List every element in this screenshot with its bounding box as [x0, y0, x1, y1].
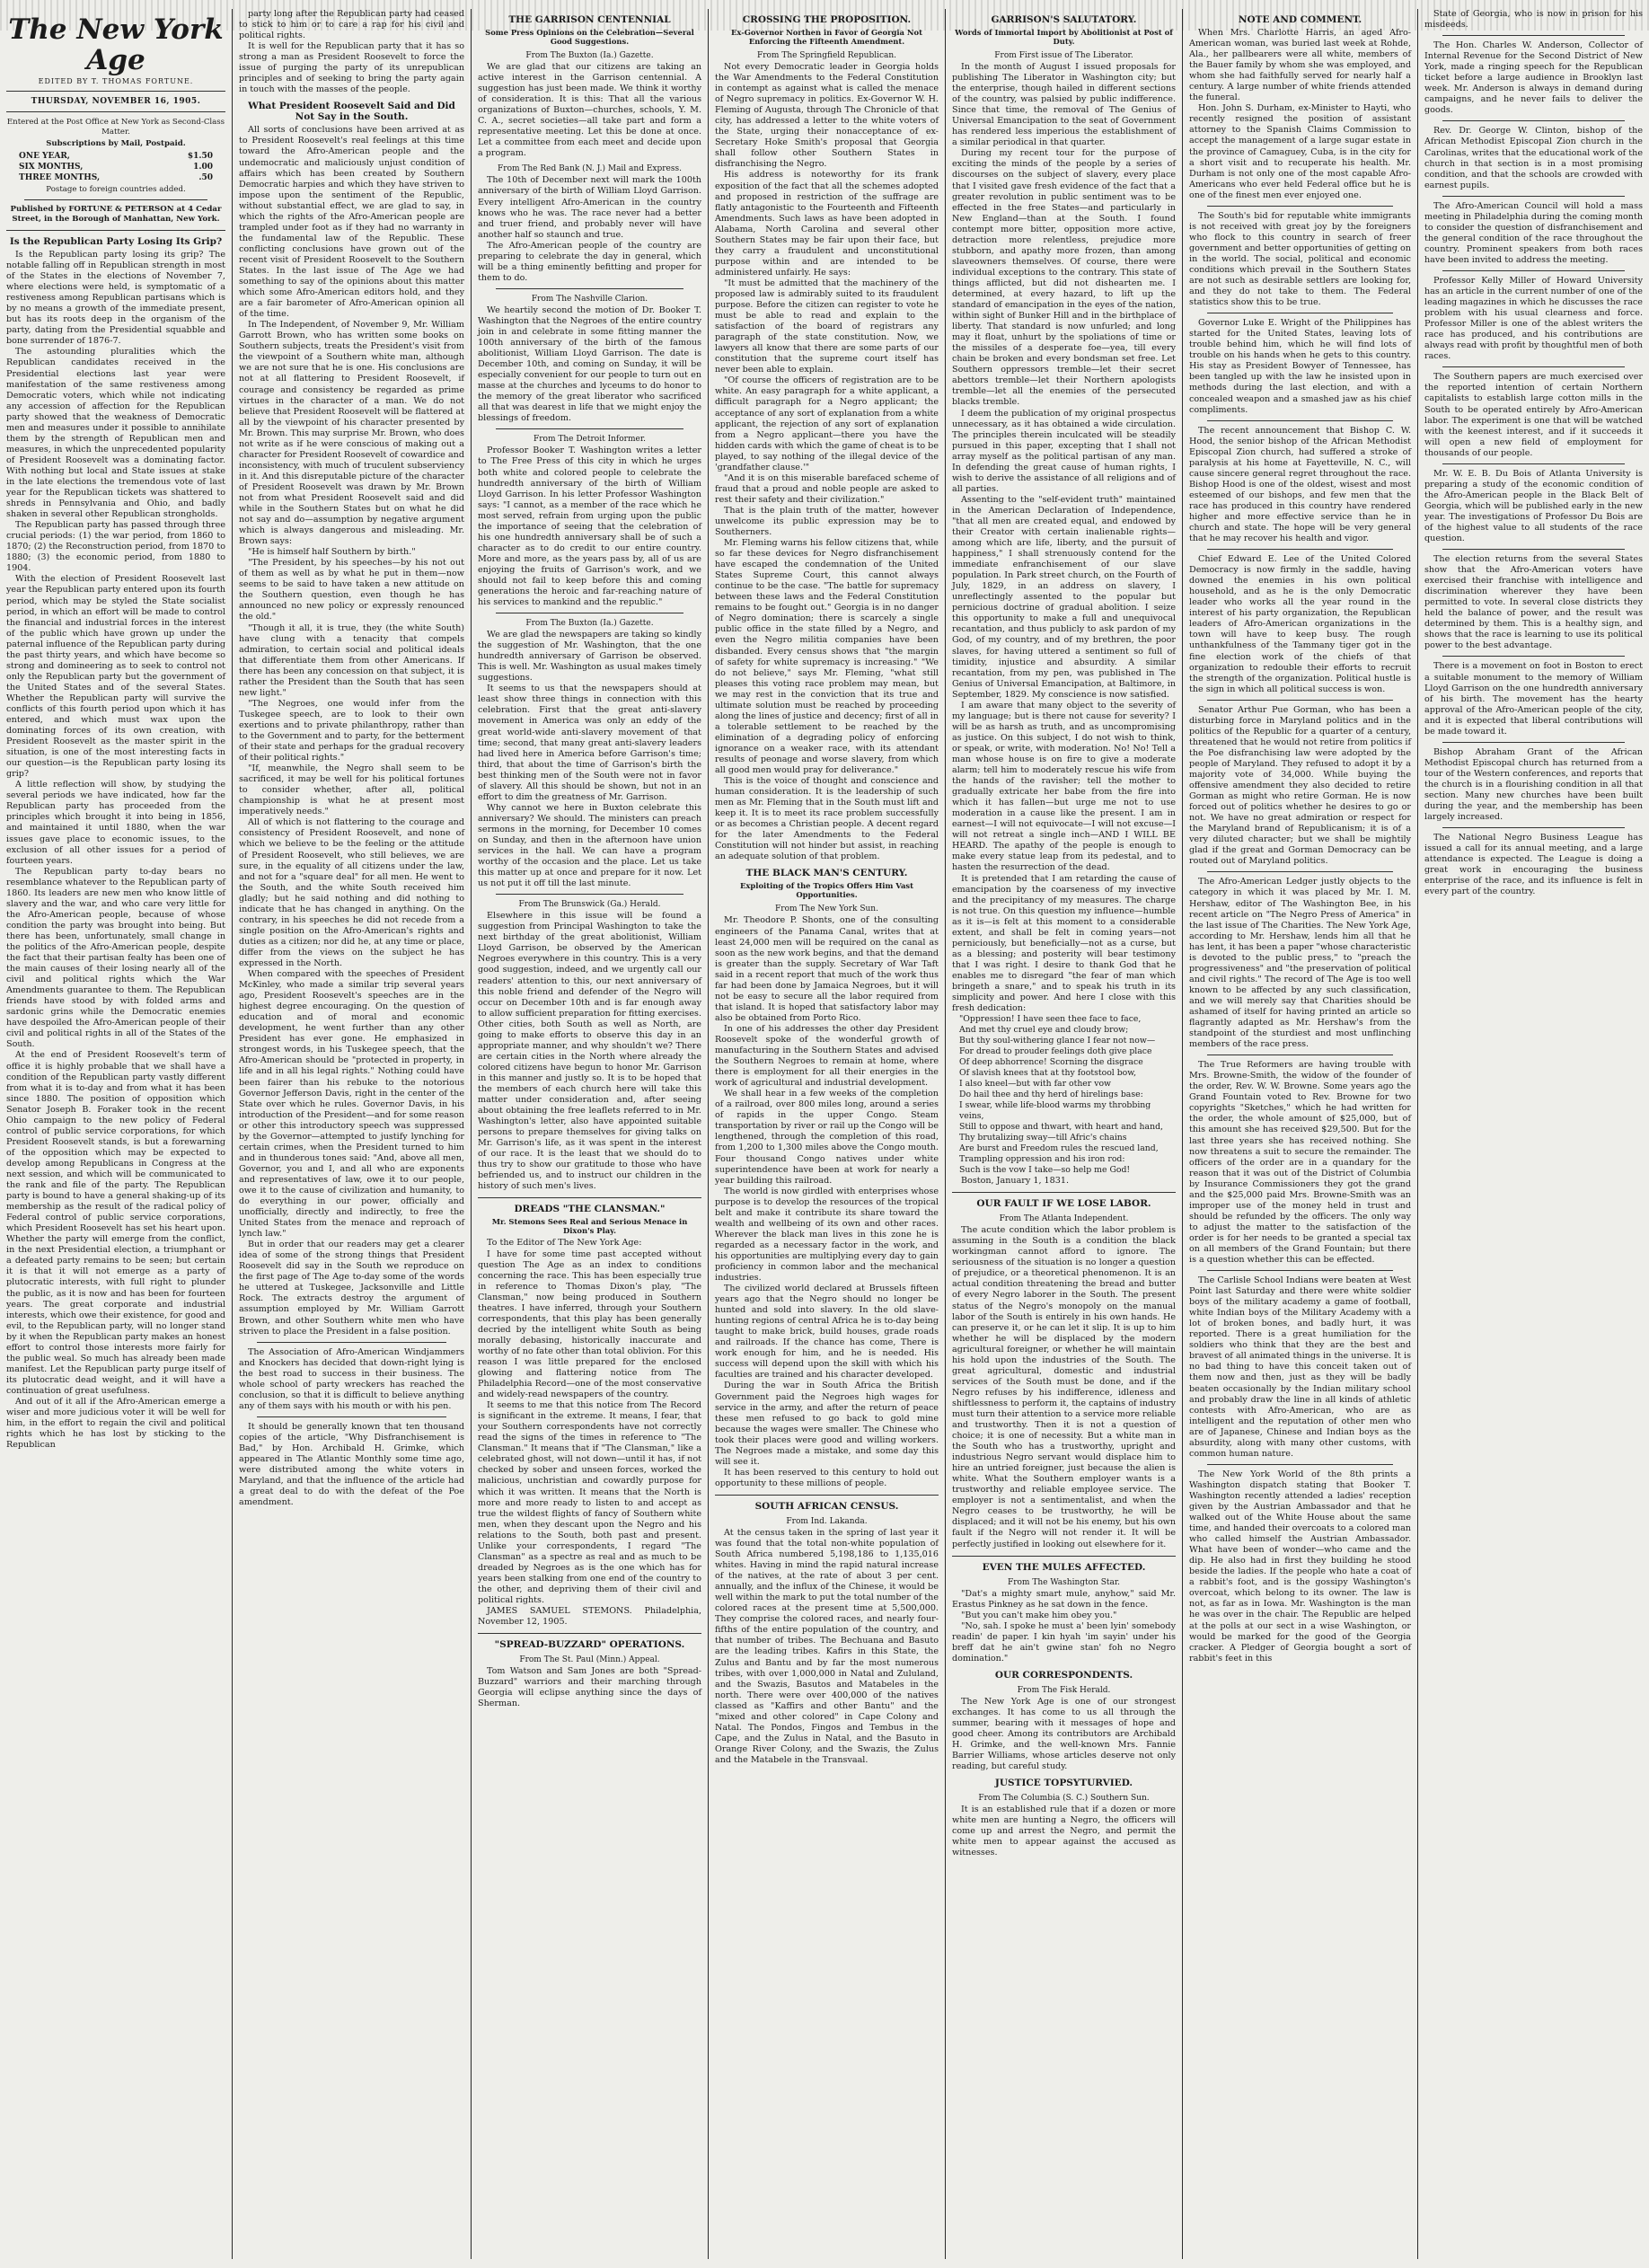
- paragraph: Mr. W. E. B. Du Bois of Atlanta University is preparing a study of the economic condition of the Afro-American people in the Black Belt of Georgia, which will be published early in the new year. The investigations of Professor Du Bois are of the highest value to all students of the race question.: [1424, 468, 1643, 544]
- paragraph: The Afro-American Council will hold a mass meeting in Philadelphia during the coming month to consider the question of disfranchisement and the general condition of the race throughout the country. Prominent speakers from both races have been invited to address the meeting.: [1424, 200, 1643, 265]
- paragraph: The Republican party has passed through three crucial periods: (1) the war period, from 1860 to 1870; (2) the Reconstruction period, from 1870 to 1880; (3) the economic period, from 1880 to 1904.: [6, 520, 225, 574]
- divider: [6, 230, 225, 231]
- source-line: From The Red Bank (N. J.) Mail and Express.: [498, 164, 682, 174]
- paragraph: To the Editor of The New York Age:: [487, 1238, 642, 1249]
- column-6: [1183, 9, 1418, 2259]
- paragraph: Assenting to the "self-evident truth" maintained in the American Declaration of Independence, "that all men are created equal, and endowed by their Creator with certain inalienable rights—among which are life, liberty, and the pursuit of happiness," I shall strenuously contend for the immediate enfranchisement of our slave population. In Park street church, on the Fourth of July, 1829, in an address on slavery, I unreflectingly assented to the popular but pernicious doctrine of gradual abolition. I seize this opportunity to make a full and unequivocal recantation, and thus publicly to ask pardon of my God, of my country, and of my brethren, the poor slaves, for having uttered a sentiment so full of timidity, injustice and absurdity. A similar recantation, from my pen, was published in The Genius of Universal Emancipation, at Baltimore, in September, 1829. My conscience is now satisfied.: [952, 494, 1176, 700]
- paragraph: Not every Democratic leader in Georgia holds the War Amendments to the Federal Constitution in contempt as against what is called the menace of Negro supremacy in politics. Ex-Governor W. H. Fleming of Augusta, through The Chronicle of that city, has addressed a letter to the white voters of the State, urging their nonacceptance of ex-Secretary Hoke Smith's proposal that Georgia shall follow other Southern States in disfranchising the Negro.: [715, 62, 939, 170]
- article-subhead: Mr. Stemons Sees Real and Serious Menace in Dixon's Play.: [491, 1217, 688, 1236]
- divider: [6, 111, 225, 112]
- paragraph: Is the Republican party losing its grip? The notable falling off in Republican strength in most of the States in the elections of November 7, where elections were held, is symptomatic of a restiveness among Republican partisans which is by no means a growth of the immediate present, but has its roots deep in the organism of the party, dating from the Presidential squabble and bone surrender of 1876-7.: [6, 250, 225, 347]
- divider: [1442, 270, 1625, 271]
- article-headline: DREADS "THE CLANSMAN.": [514, 1204, 666, 1215]
- paragraph: It is well for the Republican party that it has so strong a man as President Roosevelt to force the issue of purging the party of its unrepublican principles and of seeking to bring the party again in touch with the masses of the people.: [239, 41, 464, 95]
- divider: [1442, 196, 1625, 197]
- paragraph: "Dat's a mighty smart mule, anyhow," said Mr. Erastus Pinkney as he sat down in the fence.: [952, 1588, 1176, 1610]
- paragraph: Chief Edward E. Lee of the United Colored Democracy is now firmly in the saddle, having downed the enemies in his own political household, and as he is the only Democratic leader who works all the year round in the interest of his party organization, the Republican leaders of Afro-American organizations in the town will have to keep busy. The rough unthankfulness of the Tammany tiger got in the fine election work of the chiefs of that organization to redouble their efforts to recruit the strength of the organization. Political hustle is the sign in which all political success is won.: [1189, 554, 1411, 694]
- paragraph: I deem the publication of my original prospectus unnecessary, as it has obtained a wide circulation. The principles therein inculcated will be steadily pursued in this paper, excepting that I shall not array myself as the political partisan of any man. In defending the great cause of human rights, I wish to derive the assistance of all religions and of all parties.: [952, 408, 1176, 494]
- divider: [1207, 1270, 1393, 1271]
- divider: [1442, 120, 1625, 121]
- source-line: From The Brunswick (Ga.) Herald.: [518, 900, 661, 910]
- masthead-editor: EDITED BY T. THOMAS FORTUNE.: [38, 77, 194, 85]
- divider: [952, 1556, 1176, 1557]
- rate-row: [6, 162, 225, 172]
- source-line: From First issue of The Liberator.: [994, 51, 1133, 60]
- divider: [1207, 871, 1393, 872]
- article-headline: CROSSING THE PROPOSITION.: [742, 14, 912, 25]
- divider: [1442, 549, 1625, 550]
- paragraph: It is an established rule that if a dozen or more white men are hunting a Negro, the officers will come up and arrest the Negro, and permit the white men to appear against the accused as witnesses.: [952, 1805, 1176, 1858]
- paragraph: In one of his addresses the other day President Roosevelt spoke of the wonderful growth of manufacturing in the Southern States and advised the Southern Negroes to remain at home, where there is employment for all their energies in the work of agricultural and industrial development.: [715, 1023, 939, 1089]
- paragraph: A little reflection will show, by studying the several periods we have indicated, how far the Republican party has proceeded from the principles which brought it into being in 1856, and maintained it until 1880, when the war issues gave place to economic issues, to the exclusion of all other issues for a period of fourteen years.: [6, 780, 225, 866]
- paragraph: It seems to me that this notice from The Record is significant in the extreme. It means, I fear, that your Southern correspondents have not correctly read the signs of the times in reference to "The Clansman." It means that if "The Clansman," like a celebrated ghost, will not down—until it has, if not checked by sober and unseen forces, worked the malicious, unchristian and cowardly purpose for which it was written. It means that the North is more and more ready to listen to and accept as true the wildest flights of fancy of Southern white men, when they descant upon the Negro and his relations to the South, both past and present. Unlike your correspondents, I regard "The Clansman" as a spectre as real and as much to be dreaded by Negroes as is the one which has for years been stalking from one end of the country to the other, and depriving them of their civil and political rights.: [478, 1400, 701, 1605]
- masthead: [6, 14, 225, 231]
- article-subhead: Ex-Governor Northen in Favor of Georgia Not Enforcing the Fifteenth Amendment.: [731, 28, 922, 46]
- paragraph: In The Independent, of November 9, Mr. William Garrott Brown, who has written some books on Southern subjects, treats the President's visit from the viewpoint of a Southern white man, although we are not sure that he is one. His conclusions are not at all flattering to President Roosevelt, if courage and consistency be regarded as prime virtues in the character of a man. We do not believe that President Roosevelt will be flattered at all by the viewpoint of his character presented by Mr. Brown. This may surprise Mr. Brown, who does not write as if he were conscious of making out a character for President Roosevelt of cowardice and inconsistency, with much of truculent subserviency in it. And this disreputable picture of the character of President Roosevelt was drawn by Mr. Brown not from what President Roosevelt said and did while in the Southern States but on what he did not say and do—assumption by negative argument which is always dangerous and misleading. Mr. Brown says:: [239, 320, 464, 547]
- paragraph: The world is now girdled with enterprises whose purpose is to develop the resources of the tropical belt and make it contribute its share toward the wealth and wellbeing of its own and other races. Wherever the black man lives in this zone he is regarded as a necessary factor in the work, and his opportunities are multiplying every day to gain proficiency in common labor and the mechanical industries.: [715, 1186, 939, 1284]
- paragraph: The National Negro Business League has issued a call for its annual meeting, and a large attendance is expected. The League is doing a great work in encouraging the business enterprise of the race, and its influence is felt in every part of the country.: [1424, 833, 1643, 897]
- paragraph: At the census taken in the spring of last year it was found that the total non-white population of South Africa numbered 5,198,186 to 1,135,016 whites. Having in mind the rapid natural increase of the natives, at the rate of about 3 per cent. annually, and the influx of the Chinese, it would be well within the mark to put the total number of the colored races at the present time at 5,500,000. They comprise the colored races, and nearly four-fifths of the entire population of the country, and that number of tribes. The Bechuana and Basuto are the leading tribes. Kafirs in this State, the Zulus and Bantu and by far the most numerous tribes, with over 1,000,000 in Natal and Zululand, and the Swazis, Basutos and Matabeles in the north. There were over 400,000 of the natives classed as "Kaffirs and other Bantu" and the "mixed and other colored" in Cape Colony and Natal. The Pondos, Fingos and Tembus in the Cape, and the Zulus in Natal, and the Basuto in Orange River Colony, and the Swazis, the Zulus and the Matabele in the Transvaal.: [715, 1527, 939, 1765]
- paragraph: "It must be admitted that the machinery of the proposed law is admirably suited to its fraudulent purpose. Before the citizen can register to vote he must be able to read and explain to the satisfaction of the board of registrars any paragraph of the state constitution. Now, we lawyers all know that there are some parts of our constitution that the supreme court itself has never been able to explain.: [715, 278, 939, 375]
- article-headline: What President Roosevelt Said and Did Not Say in the South.: [248, 101, 455, 123]
- divider: [24, 199, 207, 200]
- rate-row: [6, 172, 225, 183]
- article-headline: OUR FAULT IF WE LOSE LABOR.: [976, 1198, 1151, 1210]
- subscriptions-heading: Subscriptions by Mail, Postpaid.: [46, 139, 186, 148]
- article-subhead: Exploiting of the Tropics Offers Him Vast Opportunities.: [740, 881, 913, 900]
- divider: [715, 1495, 939, 1496]
- source-line: From The Columbia (S. C.) Southern Sun.: [978, 1794, 1150, 1804]
- paragraph: Why cannot we here in Buxton celebrate this anniversary? We should. The ministers can preach sermons in the morning, for December 10 comes on Sunday, and then in the afternoon have union services in the hall. We can have a program worthy of the occasion and the place. Let us take this matter up at once and prepare for it now. Let us not put it off till the last minute.: [478, 802, 701, 889]
- source-line: From The St. Paul (Minn.) Appeal.: [519, 1655, 660, 1665]
- divider: [1207, 700, 1393, 701]
- rate-term: SIX MONTHS,: [19, 163, 84, 172]
- divider: [1207, 206, 1393, 207]
- divider: [1442, 742, 1625, 743]
- source-line: From The Atlanta Independent.: [999, 1214, 1129, 1224]
- paragraph: It should be generally known that ten thousand copies of the article, "Why Disfranchisement is Bad," by Hon. Archibald H. Grimke, which appeared in The Atlantic Monthly some time ago, were distributed among the white voters in Maryland, and that the influence of the article had a great deal to do with the defeat of the Poe amendment.: [239, 1421, 464, 1508]
- paragraph: This is the voice of thought and conscience and human consideration. It is the leadership of such men as Mr. Fleming that in the South must lift and keep it. It is to meet its race problem successfully or as becomes a Christian people. A decent regard for the later Amendments to the Federal Constitution will not hinder but assist, in reaching an adequate solution of that problem.: [715, 776, 939, 862]
- divider: [257, 1342, 446, 1343]
- paragraph: The recent announcement that Bishop C. W. Hood, the senior bishop of the African Methodist Episcopal Zion church, had suffered a stroke of paralysis at his home at Fayetteville, N. C., will cause sincere general regret throughout the race. Bishop Hood is one of the oldest, wisest and most esteemed of our bishops, and few men that the race has produced in this country have rendered higher and more effective service than he in church and state. The hope will be very general that he may recover his health and vigor.: [1189, 425, 1411, 544]
- paragraph: "He is himself half Southern by birth.": [248, 547, 416, 558]
- verse-line: Are burst and Freedom rules the rescued land,: [959, 1143, 1159, 1154]
- paragraph: "No, sah. I spoke he must a' been lyin' somebody readin' de paper. I kin hyah 'im sayin' under his breff dat he ain't gwine stan' foh no Negro domination.": [952, 1620, 1176, 1663]
- paragraph: Mr. Fleming warns his fellow citizens that, while so far these devices for Negro disfranchisement have escaped the condemnation of the United States Supreme Court, this cannot always continue to be the case. "The battle for supremacy between these laws and the Federal Constitution remains to be fought out." Georgia is in no danger of Negro domination; there is scarcely a single public office in the state filled by a Negro, and even the Negro militia companies have been disbanded. Every census shows that "the margin of safety for white supremacy is increasing." "We do not believe," says Mr. Fleming, "what still pleases this voting race problem may mean, but we may rest in the conviction that its true and ultimate solution must be reached by proceeding along the lines of justice and decency; first of all in a tolerable settlement to be reached by the elimination of a degrading policy of enforcing ignorance on a weaker race, with its attendant results of peonage and worse slavery, from which all good men would pray for deliverance.": [715, 538, 939, 776]
- article-headline: Is the Republican Party Losing Its Grip?: [9, 236, 223, 247]
- paragraph: We are glad that our citizens are taking an active interest in the Garrison centennial. A suggestion has just been made. We think it worthy of consideration. It is this: That all the various organizations of Buxton—churches, schools, Y. M. C. A., secret societies—all take part and form a representative meeting. Let this be done at once. Let a committee from each meet and decide upon a program.: [478, 62, 701, 159]
- paragraph: The acute condition which the labor problem is assuming in the South is a condition the black workingman cannot afford to ignore. The seriousness of the situation is no longer a question of prejudice, or a theoretical phenomenon. It is an actual condition threatening the bread and butter of every Negro laborer in the South. The present status of the Negro's monopoly on the manual labor of the South is entirely in his own hands. He can preserve it, or he can let it slip. It is up to him whether he will be displaced by the modern agricultural foreigner, or whether he will maintain his hold upon the industries of the South. The great agricultural, domestic and industrial services of the South must be done, and if the Negro refuses by his indifference, idleness and shiftlessness to perform it, the captains of industry must turn their attention to a service more reliable and trustworthy. Then it is not a question of choice; it is one of necessity. But a white man in the South who has a trustworthy, upright and industrious Negro servant would displace him to hire an untried foreigner, just because the alien is white. What the Southern employer wants is a trustworthy and reliable employee service. The employer is not a sentimentalist, and when the Negro ceases to be trustworthy, he will be displaced; and it will not be his enemy, but his own fault if the Negro will not render it. It will be perfectly justified in looking out elsewhere for it.: [952, 1225, 1177, 1549]
- paragraph: The Republican party to-day bears no resemblance whatever to the Republican party of 1860. Its leaders are new men who know little of slavery and the war, and who care very little for the Afro-American people, because of whose condition the party was brought into being. But there has been, unfortunately, small change in the politics of the Afro-American people, despite the fact that their partisan fealty has been one of the main causes of their losing nearly all of the civil and political rights which the War Amendments guarantee to them. The Republican friends have stood by with folded arms and sardonic grins while the Democratic enemies have despoiled the Afro-American people of their civil and political rights in all of the States of the South.: [6, 866, 225, 1050]
- source-line: From The Detroit Informer.: [533, 435, 647, 445]
- source-line: From The Fisk Herald.: [1017, 1685, 1111, 1695]
- rate-term: ONE YEAR,: [19, 152, 70, 161]
- paragraph: We shall hear in a few weeks of the completion of a railroad, over 800 miles long, around a series of rapids in the upper Congo. Steam transportation by river or rail up the Congo will be lengthened, through the completion of this road, from 1,200 to 1,300 miles above the Congo mouth. Four thousand Congo natives under white superintendence have been at work for nearly a year building this railroad.: [715, 1089, 939, 1186]
- verse-line: "Oppression! I have seen thee face to face,: [959, 1014, 1142, 1025]
- rate-term: THREE MONTHS,: [19, 173, 101, 182]
- divider: [496, 894, 683, 895]
- paragraph: "But you can't make him obey you.": [961, 1610, 1117, 1620]
- paragraph: When Mrs. Charlotte Harris, an aged Afro-American woman, was buried last week at Rohde, Ala., her pallbearers were all white, members of the Bauer family by whom she was employed, and whom she had faithfully served for nearly half a century. A large number of white friends attended the funeral.: [1189, 28, 1411, 103]
- paragraph: Tom Watson and Sam Jones are both "Spread-Buzzard" warriors and their marching through Georgia will eclipse anything since the days of Sherman.: [478, 1666, 701, 1709]
- column-4-body: [715, 14, 939, 1766]
- paragraph: I have for some time past accepted without question The Age as an index to conditions concerning the race. This has been especially true in reference to Thomas Dixon's play, "The Clansman," now being produced in Southern theatres. I have inferred, through your Southern correspondents, that this play has been generally decried by the intelligent white South as being morally debasing, historically inaccurate and worthy of no fate other than total oblivion. For this reason I was little prepared for the enclosed glowing and flattering notice from The Philadelphia Record—one of the most conservative and widely-read newspapers of the country.: [478, 1249, 701, 1400]
- paragraph: All of which is not flattering to the courage and consistency of President Roosevelt, and none of which we believe to be the feeling or the attitude of President Roosevelt, who still believes, we are sure, in the equality of all citizens under the law, and not for a "square deal" for all men. He went to the South, and the white South received him gladly; but he said nothing and did nothing to indicate that he has changed in anything. On the contrary, in his speeches he did not recede from a single position on the Afro-American's rights and duties as a citizen; nor did he, at any time or place, differ from the views on the subject he has expressed in the North.: [239, 817, 464, 968]
- article-headline: THE BLACK MAN'S CENTURY.: [745, 868, 908, 879]
- article-headline: JUSTICE TOPSYTURVIED.: [994, 1778, 1133, 1789]
- rate-price: $1.50: [187, 152, 213, 161]
- paragraph: The True Reformers are having trouble with Mrs. Browne-Smith, the widow of the founder of the order, Rev. W. W. Browne. Some years ago the Grand Fountain voted to Rev. Browne for two copyrights "Sketches," which he had written for the order, the whole amount of $25,000, but of this amount she has received $29,500. But for the last three years she has received nothing. She now threatens a suit to secure the remainder. The officers of the order are in a quandary for the reason that it was out of the District of Columbia by Insurance Commissioners they got the grand and the $25,000 paid Mrs. Browne-Smith was an improper use of the money held in trust and should be refunded by the officers. The only way to adjust the matter to the satisfaction of the order is for her needs to be granted a special tax on all members of the Grand Fountain; but there is a question whether this can be effected.: [1189, 1060, 1411, 1266]
- paragraph: The Association of Afro-American Windjammers and Knockers has decided that down-right lying is the best road to success in their business. The whole school of party wreckers has reached the conclusion, so that it is difficult to believe anything any of them says with his mouth or with his pen.: [239, 1346, 464, 1411]
- article-subhead: Words of Immortal Import by Abolitionist at Post of Duty.: [955, 28, 1173, 46]
- paragraph: With the election of President Roosevelt last year the Republican party entered upon its fourth period, which may be styled the State socialist period, in which an effort will be made to control the financial and industrial forces in the interest of the public which have grown up under the paternal influence of the Republican party during the past thirty years, and which have become so strong and domineering as to seek to control not only the Republican party but the government of the United States and of the several States. Whether the Republican party will survive the conflicts of this fourth period upon which it has entered, and which must wax upon the dominating forces of its own creation, with President Roosevelt as the master spirit in the situation, is one of the most interesting facts in our question—is the Republican party losing its grip?: [6, 574, 225, 780]
- divider: [496, 288, 683, 289]
- paragraph: It is pretended that I am retarding the cause of emancipation by the coarseness of my invective and the precipitancy of my measures. The charge is not true. On this question my influence—humble as it is—is felt at this moment to a considerable extent, and shall be felt in coming years—not perniciously, but beneficially—not as a curse, but as a blessing; and posterity will bear testimony that I was right. I desire to thank God that he enables me to disregard "the fear of man which bringeth a snare," and to speak his truth in its simplicity and power. And here I close with this fresh dedication:: [952, 873, 1176, 1014]
- divider: [1442, 656, 1625, 657]
- article-headline: NOTE AND COMMENT.: [1238, 14, 1362, 25]
- paragraph: JAMES SAMUEL STEMONS. Philadelphia, November 12, 1905.: [478, 1606, 701, 1628]
- paragraph: The New York World of the 8th prints a Washington dispatch stating that Booker T. Washington recently attended a ladies' reception given by the Austrian Ambassador and that he walked out of the White House about the same time, and handed their overcoats to a colored man who called himself the Austrian Ambassador. What have been of wonder—who came and the dip. He also had in first they building he stood beside the ladies. If the people who hate a coat of a rabbit's foot, and is the gossipy Washington's overcoat, which belong to its owner. The law is not, as far as in Iowa. Mr. Washington is the man he was over in the chair. The Republic are helped at the polls at our sect in a wise Washington, or would be marked for the good of the Georgia cracker. A Pledger of Georgia bought a sort of rabbit's feet in this: [1189, 1469, 1411, 1663]
- paragraph: The astounding pluralities which the Republican candidates received in the Presidential elections last year were manifestation of the same restiveness among Democratic voters, which while not indicating any accession of affection for the Republican party showed that the weakness of Democratic men and measures under it possible to annihilate them by the strength of Republican men and measures, in which the unprecedented popularity of President Roosevelt was a dominating factor. With nothing but local and State issues at stake in the late elections the tremendous vote of last year for the Republican tickets was shattered to shreds in Pennsylvania and Ohio, and badly shaken in several other Republican strongholds.: [6, 347, 225, 520]
- rate-price: 1.00: [193, 163, 213, 172]
- article-headline: OUR CORRESPONDENTS.: [994, 1669, 1133, 1681]
- verse-line: Of slavish knees that at thy footstool bow,: [959, 1068, 1137, 1079]
- paragraph: During my recent tour for the purpose of exciting the minds of the people by a series of discourses on the subject of slavery, every place that I visited gave fresh evidence of the fact that a greater revolution in public sentiment was to be effected in the free States—and particularly in New England—than at the South. I found contempt more bitter, opposition more active, detraction more relentless, prejudice more stubborn, and apathy more frozen, than among slaveowners themselves. Of course, there were individual exceptions to the contrary. This state of things afflicted, but did not dishearten me. I determined, at every hazard, to lift up the standard of emancipation in the eyes of the nation, within sight of Bunker Hill and in the birthplace of liberty. That standard is now unfurled; and long may it float, unhurt by the spoliations of time or the missiles of a desperate foe—yea, till every chain be broken and every bondsman set free. Let Southern oppressors tremble—let their secret abettors tremble—let their Northern apologists tremble—let all the enemies of the persecuted blacks tremble.: [952, 148, 1176, 408]
- verse-line: Thy brutalizing sway—till Afric's chains: [959, 1133, 1127, 1143]
- column-3-body: [478, 14, 701, 1709]
- verse-line: Do hail thee and thy herd of hirelings base:: [959, 1090, 1143, 1100]
- paragraph: Professor Booker T. Washington writes a letter to The Free Press of this city in which he urges both white and colored people to celebrate the hundredth anniversary of the birth of William Lloyd Garrison. In his letter Professor Washington says: "I cannot, as a member of the race which he most served, refrain from urging upon the public the importance of seeing that the celebration of his one hundredth anniversary shall be of such a character as to do credit to our entire country. More and more, as the years pass by, all of us are enjoying the fruits of Garrison's work, and we should not fail to keep before this and coming generations the heroic and far-reaching nature of his services to mankind and the republic.": [478, 446, 701, 608]
- source-line: From The Nashville Clarion.: [531, 294, 648, 304]
- column-7: [1418, 9, 1649, 2259]
- paragraph: That is the plain truth of the matter, however unwelcome its public expression may be to Southerners.: [715, 505, 939, 538]
- divider: [1442, 463, 1625, 464]
- column-7-body: [1424, 9, 1643, 897]
- postage-note: Postage to foreign countries added.: [46, 185, 186, 194]
- paragraph: Elsewhere in this issue will be found a suggestion from Principal Washington to take the next birthday of the great abolitionist, William Lloyd Garrison, be observed by the American Negroes everywhere in this country. This is a very good suggestion, indeed, and we urgently call our readers' attention to this, our next anniversary of this noble friend and defender of the Negro will occur on December 10th and is far enough away to allow sufficient preparation for fitting exercises. Other cities, both South as well as North, are going to make efforts to observe this day in an appropriate manner, and why shouldn't we? There are certain cities in the North where already the colored citizens have begun to honor Mr. Garrison in this manner and justly so. It is to be hoped that the members of each church here will take this matter under consideration and, after seeing about obtaining the free leaflets referred to in Mr. Washington's letter, also have appointed suitable persons to prepare themselves for giving talks on Mr. Garrison's life, as it was spent in the interest of our race. It is the least that we should do to thus try to show our gratitude to those who have befriended us, and to instruct our children in the history of such men's lives.: [478, 911, 701, 1192]
- column-6-body: [1189, 14, 1411, 1664]
- divider: [496, 428, 683, 429]
- verse-line: Of deep abhorrence! Scorning the disgrace: [959, 1057, 1143, 1068]
- masthead-date: THURSDAY, NOVEMBER 16, 1905.: [31, 97, 201, 106]
- divider: [1207, 1464, 1393, 1465]
- paragraph: When compared with the speeches of President McKinley, who made a similar trip several years ago, President Roosevelt's speeches are in the highest degree encouraging. On the question of education and of moral and economic development, he went further than any other President has ever gone. He emphasized in strongest words, in his Tuskegee speech, that the Afro-American should be "protected in property, in life and in all his legal rights." Nothing could have been fairer than his rebuke to the notorious Governor Jefferson Davis, right in the center of the State over which he rules. Governor Davis, in his introduction of the President—and for some reason or other this introductory speech was suppressed by the Governor—attempted to justify lynching for certain crimes, when the President turned to him and in thunderous tones said: "And, above all men, Governor, you and I, and all who are exponents and representatives of law, owe it to our people, owe it to the cause of civilization and humanity, to do everything in our power, officially and unofficially, directly and indirectly, to free the United States from the menace and reproach of lynch law.": [239, 969, 464, 1240]
- paragraph: Senator Arthur Pue Gorman, who has been a disturbing force in Maryland politics and in the politics of the Republic for a quarter of a century, threatened that he would not retire from politics if the Poe disfranchising law were adopted by the people of Maryland. They refused to adopt it by a majority vote of 34,000. While buying the offensive amendment they also decided to retire Gorman as might who retire Gorman. He is now forced out of politics whether he desires to go or not. We have no great admiration or respect for the Maryland brand of Republicanism; it is of a very diluted character; but we shall be mightily glad if the great and Gorman Democracy can be routed out of Maryland politics.: [1189, 704, 1411, 867]
- paragraph: The Afro-American people of the country are preparing to celebrate the day in general, which will be a thing eminently befitting and proper for them to do.: [478, 240, 701, 283]
- article-headline: THE GARRISON CENTENNIAL: [508, 14, 671, 25]
- entered-notice: Entered at the Post Office at New York as Second-Class Matter.: [6, 118, 225, 137]
- paragraph: We heartily second the motion of Dr. Booker T. Washington that the Negroes of the entire country join in and celebrate in some fitting manner the 100th anniversary of the birth of the famous abolitionist, William Lloyd Garrison. The date is December 10th, and coming on Sunday, it will be especially convenient for our people to turn out en masse at the churches and lyceums to do honor to the memory of the great liberator who sacrificed all that was dearest in life that we might enjoy the blessings of freedom.: [478, 304, 701, 424]
- column-2-body: [239, 9, 464, 1508]
- paragraph: The Hon. Charles W. Anderson, Collector of Internal Revenue for the Second District of New York, made a ringing speech for the Republican ticket before a large audience in Brooklyn last week. Mr. Anderson is always in demand during campaigns, and he never fails to deliver the goods.: [1424, 40, 1643, 116]
- paragraph: All sorts of conclusions have been arrived at as to President Roosevelt's real feelings at this time toward the Afro-American people and the undemocratic and maliciously unjust condition of affairs which has been created by Southern Democratic harpies and which they have striven to impose upon the sentiment of the Republic, without substantial effect, we are glad to say, in which the rights of the Afro-American people are trampled under foot as if they had no warranty in the fundamental law of the Republic. These conflicting conclusions have grown out of the recent visit of President Roosevelt to the Southern States. In the last issue of The Age we had something to say of the opinions about this matter which some Afro-American editors hold, and they are a fair barometer of Afro-American opinion all of the time.: [239, 125, 464, 320]
- verse-line: But thy soul-withering glance I fear not now—: [959, 1036, 1156, 1046]
- paragraph: The 10th of December next will mark the 100th anniversary of the birth of William Lloyd Garrison. Every intelligent Afro-American in the country knows who he was. The race never had a better and truer friend, and probably never will have another half so staunch and true.: [478, 175, 701, 240]
- divider: [478, 1197, 701, 1198]
- paragraph: party long after the Republican party had ceased to stick to him or to care a rap for his civil and political rights.: [239, 9, 464, 41]
- source-line: From The Buxton (Ia.) Gazette.: [525, 51, 654, 60]
- divider: [1442, 35, 1625, 36]
- rate-row: [6, 151, 225, 162]
- paragraph: State of Georgia, who is now in prison for his misdeeds.: [1424, 9, 1643, 31]
- verse-line: Trampling oppression and his iron rod:: [959, 1154, 1125, 1165]
- rate-price: .50: [198, 173, 213, 182]
- paragraph: The South's bid for reputable white immigrants is not received with great joy by the foreigners who flock to this country in search of freer government and better opportunities of getting on in the world. The social, political and economic conditions which prevail in the Southern States are not such as desirable settlers are looking for, and they do not take to them. The Federal statistics show this to be true.: [1189, 210, 1411, 308]
- column-5: [946, 9, 1183, 2259]
- verse-line: Such is the vow I take—so help me God!: [959, 1165, 1131, 1176]
- column-5-body: [952, 14, 1176, 1858]
- divider: [6, 91, 225, 92]
- paragraph: Governor Luke E. Wright of the Philippines has started for the United States, leaving lots of trouble behind him, which he will find lots of trouble on his hands when he gets to this country. His stay as President Bowyer of Tennessee, has been tangled up with the law he insisted upon in methods during the last election, and with a concealed weapon and a smashed jaw as his chief compliments.: [1189, 318, 1411, 415]
- paragraph: There is a movement on foot in Boston to erect a suitable monument to the memory of William Lloyd Garrison on the one hundredth anniversary of his birth. The movement has the hearty approval of the Afro-American people of the city, and it is expected that liberal contributions will be made toward it.: [1424, 661, 1643, 737]
- masthead-title: The New York Age: [8, 13, 224, 76]
- paragraph: "Though it all, it is true, they (the white South) have clung with a tenacity that compels admiration, to certain social and political ideals that differentiate them from other Americans. If there has been any concession on that subject, it is rather the President than the South that has seen new light.": [239, 622, 464, 698]
- paragraph: The civilized world declared at Brussels fifteen years ago that the Negro should no longer be hunted and sold into slavery. In the old slave-hunting regions of central Africa he is to-day being taught to make brick, build houses, grade roads and railroads. If the chance has come, There is work enough for him, and he is needed. His success will depend upon the skill with which his faculties are trained and his character developed.: [715, 1284, 939, 1381]
- paragraph: "The President, by his speeches—by his not out of them as well as by what he put in them—now seems to be said to have taken a new attitude on the Southern question, even though he has announced no new policy or expressly renounced the old.": [239, 558, 464, 622]
- paragraph: Hon. John S. Durham, ex-Minister to Hayti, who recently resigned the position of assistant attorney to the Spanish Claims Commission to accept the management of a large sugar estate in the province of Camaguey, Cuba, is in the city for a short visit and to recuperate his health. Mr. Durham is not only one of the most capable Afro-Americans who ever held Federal office but he is one of the finest men ever enjoyed one.: [1189, 103, 1411, 200]
- divider: [1207, 549, 1393, 550]
- divider: [952, 1192, 1176, 1193]
- paragraph: The Southern papers are much exercised over the reported intention of certain Northern capitalists to establish large cotton mills in the South to be operated entirely by Afro-American labor. The experiment is one that will be watched with the keenest interest, and if it succeeds it will open a new field of employment for thousands of our people.: [1424, 372, 1643, 458]
- article-subhead: Some Press Opinions on the Celebration—Several Good Suggestions.: [485, 28, 694, 46]
- article-headline: EVEN THE MULES AFFECTED.: [982, 1561, 1146, 1573]
- column-1: [0, 9, 233, 2259]
- paragraph: The Carlisle School Indians were beaten at West Point last Saturday and there were white soldier boys of the military academy a game of football, white Indian boys of the Military Academy with a lot of broken bones, and badly hurt, it was reported. There is a great humiliation for the soldiers who think that they are the best and bravest of all animated things in the universe. It is no bad thing to have this conceit taken out of them now and then, just as they will be badly beaten occasionally by the Indian military school and probably draw the line in all kinds of athletic contests with Afro-American, who are as intelligent and the reputation of other men who are of Japanese, Chinese and Indian boys as the absurdity, along with many other customs, with common human nature.: [1189, 1275, 1411, 1459]
- publisher-note: Published by FORTUNE & PETERSON at 4 Cedar Street, in the Borough of Manhattan, New York.: [10, 205, 222, 224]
- paragraph: "And it is on this miserable barefaced scheme of fraud that a proud and noble people are asked to rest their safety and their civilization.": [715, 472, 939, 505]
- paragraph: "If, meanwhile, the Negro shall seem to be sacrificed, it may be well for his political fortunes to consider whether, after all, political championship is what he at present most imperatively needs.": [239, 763, 464, 817]
- paragraph: His address is noteworthy for its frank exposition of the fact that all the schemes adopted and proposed in restriction of the suffrage are flatly antagonistic to the Fourteenth and Fifteenth Amendments. Such laws as have been adopted in Alabama, North Carolina and several other Southern States may be fair upon their face, but they carry a fraudulent and unconstitutional purpose within and are intended to be administered unfairly. He says:: [715, 170, 939, 278]
- column-3: [472, 9, 709, 2259]
- paragraph: "Of course the officers of registration are to be white. An easy paragraph for a white applicant, a difficult paragraph for a Negro applicant; the acceptance of any sort of explanation from a white applicant, the rejection of any sort of explanation from a Negro applicant—there you have the hidden cards with which the game of cheat is to be played, to say nothing of the illegal device of the 'grandfather clause.'": [715, 375, 939, 472]
- paragraph: At the end of President Roosevelt's term of office it is highly probable that we shall have a condition of the Republican party vastly different from what it is to-day and from what it has been since 1880. The position of opposition which Senator Joseph B. Foraker took in the recent Ohio campaign to the new policy of Federal control of public service corporations, for which President Roosevelt stands, is but a forewarning of the opposition which may be expected to develop among Republicans in Congress at the next session, and which will be communicated to the rank and file of the party. The Republican party is bound to have a general shaking-up of its membership as the result of the radical policy of Federal control of public service corporations, which President Roosevelt has set his heart upon. Whether the party will emerge from the conflict, in the next Presidential election, a triumphant or a defeated party remains to be seen; but certain it is that it will not emerge as a party of plutocratic interests, with full right to plunder the public, as it is now and has been for fourteen years. The great corporate and industrial interests, which owe their existence, for good and evil, to the Republican party, will no longer stand by it when the Republican party makes an honest effort to control those interests more fairly for the public weal. So much has already been made manifest. Let the Republican party purge itself of its plutocratic dead weight, and it will have a continuation of great usefulness.: [6, 1050, 225, 1396]
- source-line: From The Springfield Republican.: [756, 51, 897, 60]
- paragraph: The New York Age is one of our strongest exchanges. It has come to us all through the summer, bearing with it messages of hope and good cheer. Among its contributors are Archibald H. Grimke, and the well-known Mrs. Fannie Barrier Williams, whose articles deserve not only reading, but careful study.: [952, 1696, 1176, 1772]
- column-4: [709, 9, 946, 2259]
- verse-line: For dread to prouder feelings doth give place: [959, 1046, 1152, 1057]
- divider: [1442, 827, 1625, 828]
- article-headline: "SPREAD-BUZZARD" OPERATIONS.: [494, 1639, 685, 1651]
- source-line: From The Buxton (Ia.) Gazette.: [525, 619, 654, 629]
- verse-line: I swear, while life-blood warms my throbbing veins,: [959, 1100, 1151, 1122]
- paragraph: Professor Kelly Miller of Howard University has an article in the current number of one of the leading magazines in which he discusses the race problem with his usual clearness and force. Professor Miller is one of the ablest writers the race has produced, and his contributions are always read with profit by thoughtful men of both races.: [1424, 275, 1643, 362]
- paragraph: It seems to us that the newspapers should at least show three things in connection with this celebration. First that the great anti-slavery movement in America was only an eddy of the great world-wide anti-slavery movement of that time; second, that many great anti-slavery leaders had lived here in America before Garrison's time; third, that about the time of Garrison's birth the best thinking men of the South were not in favor of slavery. All this should be shown, but not in an effort to dim the greatness of Mr. Garrison.: [478, 684, 701, 802]
- source-line: From Ind. Lakanda.: [786, 1516, 868, 1526]
- article-headline: GARRISON'S SALUTATORY.: [991, 14, 1137, 25]
- divider: [257, 1416, 446, 1417]
- paragraph: Boston, January 1, 1831.: [961, 1176, 1070, 1187]
- paragraph: We are glad the newspapers are taking so kindly the suggestion of Mr. Washington, that the one hundredth anniversary of Garrison be observed. This is well. Mr. Washington as usual makes timely suggestions.: [478, 630, 701, 684]
- verse-line: And met thy cruel eye and cloudy brow;: [959, 1025, 1129, 1036]
- divider: [1207, 420, 1393, 421]
- column-1-body: [6, 236, 225, 1451]
- paragraph: Rev. Dr. George W. Clinton, bishop of the African Methodist Episcopal Zion church in the Carolinas, writes that the educational work of the church in that section is in a most promising condition, and that the schools are crowded with earnest pupils.: [1424, 126, 1643, 190]
- paragraph: The election returns from the several States show that the Afro-American voters have exercised their franchise with intelligence and discrimination wherever they have been permitted to vote. In several close districts they held the balance of power, and the result was determined by them. This is a healthy sign, and shows that the race is learning to use its political power to the best advantage.: [1424, 554, 1643, 651]
- rates-table: [6, 151, 225, 183]
- paragraph: But in order that our readers may get a clearer idea of some of the strong things that President Roosevelt did say in the South we reproduce on the first page of The Age to-day some of the words he uttered at Tuskegee, Jacksonville and Little Rock. The extracts destroy the argument of assumption employed by Mr. William Garrott Brown, and other Southern white men who have striven to place the President in a false position.: [239, 1240, 464, 1337]
- article-headline: SOUTH AFRICAN CENSUS.: [754, 1500, 899, 1512]
- paragraph: Bishop Abraham Grant of the African Methodist Episcopal church has returned from a tour of the Western conferences, and reports that the church is in a flourishing condition in all that section. Many new churches have been built during the year, and the membership has been largely increased.: [1424, 746, 1643, 823]
- verse-line: Still to oppose and thwart, with heart and hand,: [959, 1122, 1163, 1133]
- source-line: From The New York Sun.: [775, 905, 878, 914]
- paragraph: It has been reserved to this century to hold out opportunity to these millions of people.: [715, 1467, 939, 1488]
- paragraph: In the month of August I issued proposals for publishing The Liberator in Washington city; but the enterprise, though hailed in different sections of the country, was palsied by public indifference. Since that time, the removal of The Genius of Universal Emancipation to the seat of Government has rendered less imperious the establishment of a similar periodical in that quarter.: [952, 62, 1176, 148]
- paragraph: And out of it all if the Afro-American emerge a wiser and more judicious voter it will be well for him, in the effort to regain the civil and political rights which he has lost by sticking to the Republican: [6, 1396, 225, 1451]
- paragraph: Mr. Theodore P. Shonts, one of the consulting engineers of the Panama Canal, writes that at least 24,000 men will be required on the canal as soon as the new work begins, and that the demand is greater than the supply. Secretary of War Taft said in a recent report that much of the work thus far had been done by Jamaica Negroes, but it will not be easy to secure all the labor required from that island. It is hoped that satisfactory labor may also be obtained from Porto Rico.: [715, 915, 939, 1023]
- source-line: From The Washington Star.: [1007, 1577, 1121, 1587]
- divider: [1442, 366, 1625, 367]
- paragraph: I am aware that many object to the severity of my language; but is there not cause for severity? I will be as harsh as truth, and as uncompromising as justice. On this subject, I do not wish to think, or speak, or write, with moderation. No! No! Tell a man whose house is on fire to give a moderate alarm; tell him to moderately rescue his wife from the hands of the ravisher; tell the mother to gradually extricate her babe from the fire into which it has fallen—but urge me not to use moderation in a cause like the present. I am in earnest—I will not equivocate—I will not excuse—I will not retreat a single inch—AND I WILL BE HEARD. The apathy of the people is enough to make every statue leap from its pedestal, and to hasten the resurrection of the dead.: [952, 700, 1176, 873]
- column-2: [233, 9, 472, 2259]
- paragraph: "The Negroes, one would infer from the Tuskegee speech, are to look to their own exertions and to private philanthropy, rather than to the Government and to party, for the betterment of their state and perhaps for the gradual recovery of their political rights.": [239, 698, 464, 763]
- divider: [478, 1633, 701, 1634]
- paragraph: During the war in South Africa the British Government paid the Negroes high wages for service in the army, and after the return of peace these men refused to go back to gold mine because the wages were smaller. The Chinese who took their places were good and willing workers. The Negroes made a mistake, and some day this will see it.: [715, 1381, 939, 1467]
- verse-line: I also kneel—but with far other vow: [959, 1079, 1112, 1090]
- paragraph: The Afro-American Ledger justly objects to the category in which it was placed by Mr. I. M. Hershaw, editor of The Washington Bee, in his recent article on "The Negro Press of America" in the last issue of The Charities. The New York Age, according to Mr. Hershaw, lends him all that he has lent, it has been a paper "whose characteristic is devoted to the public press," to "preach the progressiveness" and "the preservation of political and civil rights." The record of The Age is too well known to be affected by any such classification, and we will merely say that Charities should be ashamed of itself for having printed an article so flagrantly adapted as Mr. Hershaw's from the standpoint of the sturdiest and most unflinching members of the race press.: [1189, 877, 1411, 1050]
